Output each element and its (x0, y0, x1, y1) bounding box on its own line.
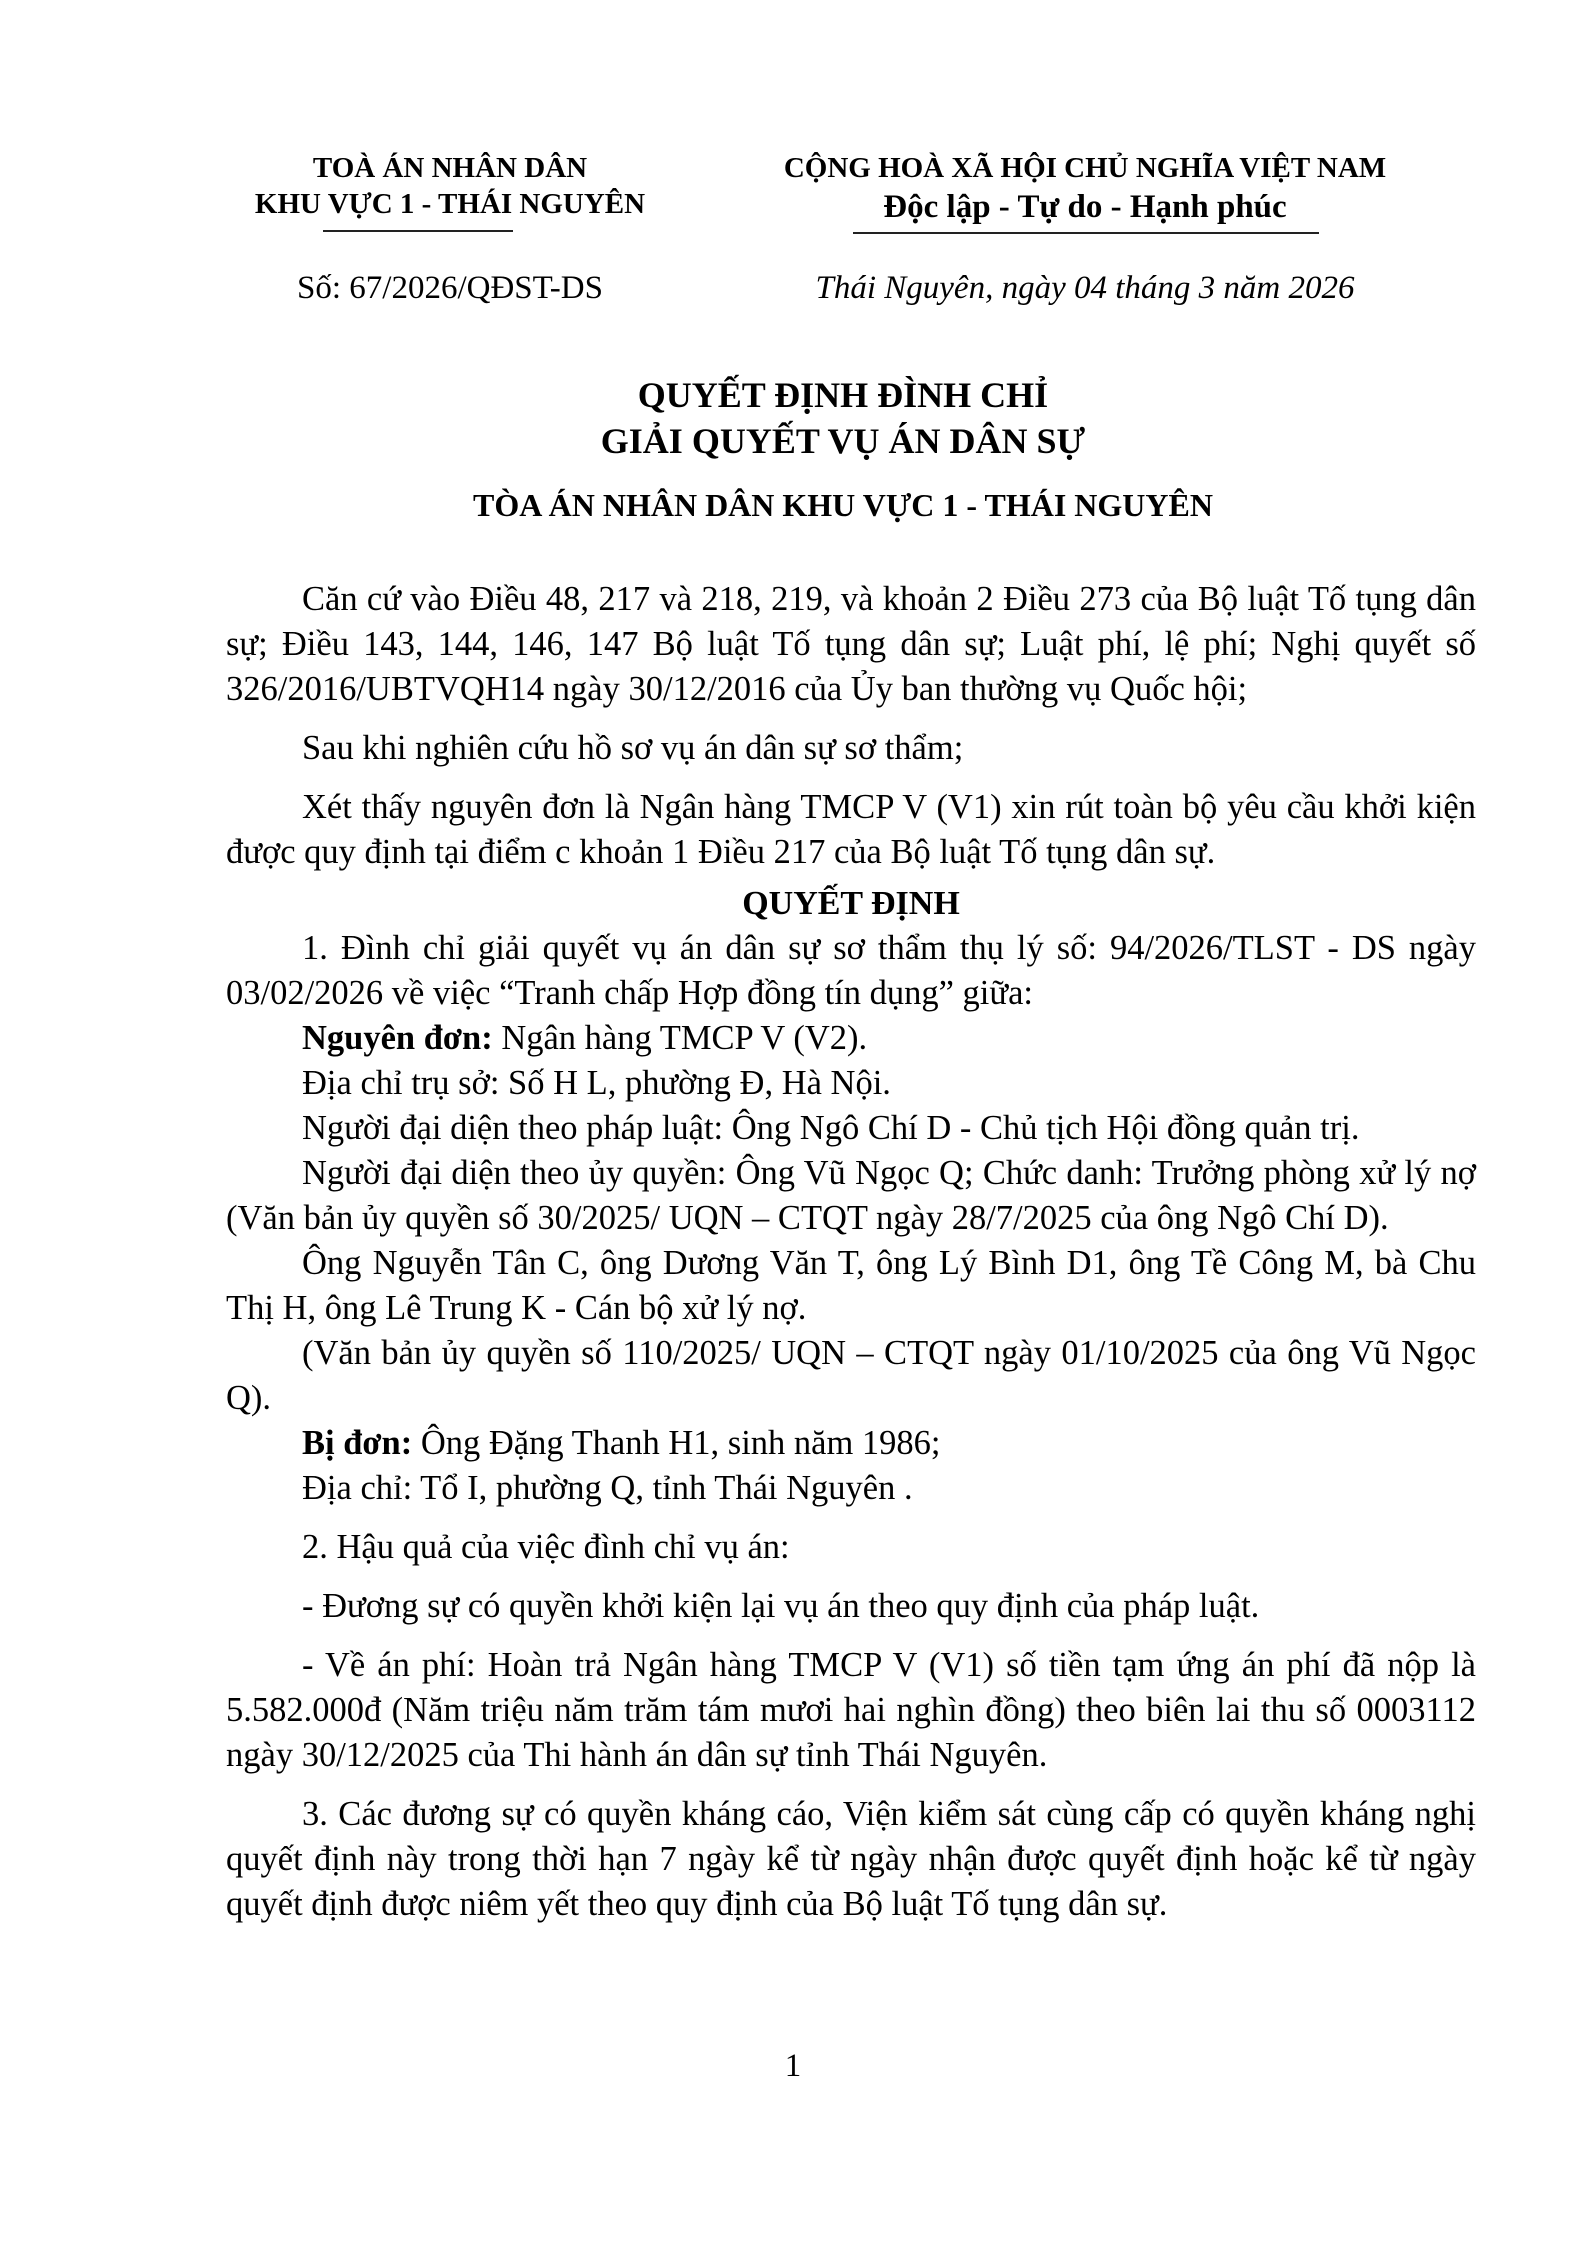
debt-officers: Ông Nguyễn Tân C, ông Dương Văn T, ông Lý Bình D1, ông Tề Công M, bà Chu Thị H, ông Lê Trung K - Cán bộ xử lý nợ. (226, 1244, 1476, 1327)
defendant-label: Bị đơn: (302, 1424, 413, 1462)
plaintiff-name: Ngân hàng TMCP V (V2). (492, 1019, 868, 1057)
place-date: Thái Nguyên, ngày 04 tháng 3 năm 2026 (815, 270, 1355, 306)
issuing-court: TÒA ÁN NHÂN DÂN KHU VỰC 1 - THÁI NGUYÊN (473, 487, 1213, 523)
title-line2: GIẢI QUYẾT VỤ ÁN DÂN SỰ (600, 421, 1086, 461)
officers-authorization: (Văn bản ủy quyền số 110/2025/ UQN – CTQT ngày 01/10/2025 của ông Vũ Ngọc Q). (226, 1334, 1476, 1417)
page-number: 1 (784, 2048, 802, 2084)
finding-statement: Xét thấy nguyên đơn là Ngân hàng TMCP V (V1) xin rút toàn bộ yêu cầu khởi kiện được quy định tại điểm c khoản 1 Điều 217 của Bộ luật Tố tụng dân sự. (226, 788, 1476, 871)
court-name-line1: TOÀ ÁN NHÂN DÂN (312, 152, 588, 184)
defendant (226, 1421, 1476, 1466)
legal-representative: Người đại diện theo pháp luật: Ông Ngô Chí D - Chủ tịch Hội đồng quản trị. (302, 1109, 1360, 1147)
review-statement: Sau khi nghiên cứu hồ sơ vụ án dân sự sơ thẩm; (302, 729, 964, 767)
decision-item-2: 2. Hậu quả của việc đình chỉ vụ án: (302, 1528, 790, 1566)
court-header-underline (323, 230, 513, 232)
court-fee-refund: - Về án phí: Hoàn trả Ngân hàng TMCP V (V1) số tiền tạm ứng án phí đã nộp là 5.582.000đ (Năm triệu năm trăm tám mươi hai nghìn đồng) theo biên lai thu số 0003112 ngày 30/12/2025 của Thi hành án dân sự tỉnh Thái Nguyên. (226, 1646, 1476, 1774)
legal-basis: Căn cứ vào Điều 48, 217 và 218, 219, và khoản 2 Điều 273 của Bộ luật Tố tụng dân sự; Điều 143, 144, 146, 147 Bộ luật Tố tụng dân sự; Luật phí, lệ phí; Nghị quyết số 326/2016/UBTVQH14 ngày 30/12/2016 của Ủy ban thường vụ Quốc hội; (226, 580, 1476, 708)
title-line1: QUYẾT ĐỊNH ĐÌNH CHỈ (637, 375, 1049, 415)
decision-item-1: 1. Đình chỉ giải quyết vụ án dân sự sơ thẩm thụ lý số: 94/2026/TLST - DS ngày 03/02/2026 về việc “Tranh chấp Hợp đồng tín dụng” giữa: (226, 929, 1476, 1012)
motto-underline (853, 232, 1319, 234)
decision-heading: QUYẾT ĐỊNH (742, 885, 960, 922)
consequence-refile: - Đương sự có quyền khởi kiện lại vụ án theo quy định của pháp luật. (302, 1587, 1260, 1625)
defendant-address: Địa chỉ: Tổ I, phường Q, tỉnh Thái Nguyên . (302, 1469, 913, 1507)
court-name-line2: KHU VỰC 1 - THÁI NGUYÊN (254, 188, 646, 220)
authorized-representative: Người đại diện theo ủy quyền: Ông Vũ Ngọc Q; Chức danh: Trưởng phòng xử lý nợ (Văn bản ủy quyền số 30/2025/ UQN – CTQT ngày 28/7/2025 của ông Ngô Chí D). (226, 1154, 1476, 1237)
national-header (735, 150, 1435, 228)
decision-item-3: 3. Các đương sự có quyền kháng cáo, Viện kiểm sát cùng cấp có quyền kháng nghị quyết định này trong thời hạn 7 ngày kể từ ngày nhận được quyết định hoặc kể từ ngày quyết định được niêm yết theo quy định của Bộ luật Tố tụng dân sự. (226, 1795, 1476, 1923)
plaintiff (226, 1016, 1476, 1061)
court-header (200, 150, 700, 222)
national-title: CỘNG HOÀ XÃ HỘI CHỦ NGHĨA VIỆT NAM (783, 152, 1387, 184)
national-motto: Độc lập - Tự do - Hạnh phúc (883, 189, 1287, 225)
plaintiff-address: Địa chỉ trụ sở: Số H L, phường Đ, Hà Nội. (302, 1064, 891, 1102)
defendant-name: Ông Đặng Thanh H1, sinh năm 1986; (412, 1424, 941, 1462)
document-body (226, 577, 1476, 1927)
document-title (200, 372, 1486, 464)
document-number: Số: 67/2026/QĐST-DS (297, 270, 603, 306)
plaintiff-label: Nguyên đơn: (302, 1019, 493, 1057)
